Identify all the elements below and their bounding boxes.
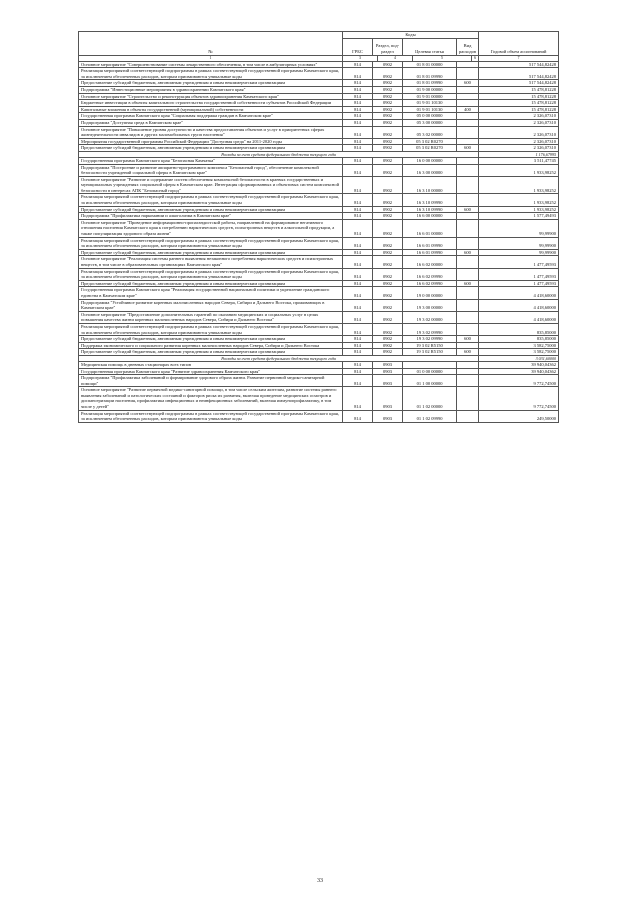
row-target-article: 16 6 02 09990: [403, 280, 457, 287]
row-amount: 2 326,07310: [479, 145, 559, 152]
row-amount: 517 544,82428: [479, 80, 559, 87]
row-name: Государственная программа Камчатского края "Безопасная Камчатка": [79, 157, 343, 164]
row-grbs: 814: [343, 213, 373, 220]
row-target-article: 01 9 01 00000: [403, 93, 457, 100]
row-target-article: 16 3 00 00000: [403, 164, 457, 176]
column-number: 7: [479, 55, 559, 61]
row-section: 0902: [373, 86, 403, 93]
row-name: Капитальные вложения в объекты государственной (муниципальной) собственности: [79, 106, 343, 113]
row-expense-type: [457, 342, 479, 349]
row-grbs: 814: [343, 361, 373, 368]
row-expense-type: [457, 61, 479, 68]
row-expense-type: [457, 368, 479, 375]
row-grbs: 814: [343, 119, 373, 126]
row-expense-type: [457, 100, 479, 107]
row-expense-type: [457, 287, 479, 299]
row-name: Предоставление субсидий бюджетным, автономным учреждениям и иным некоммерческим организациям: [79, 349, 343, 356]
row-target-article: 16 0 00 00000: [403, 157, 457, 164]
row-expense-type: [457, 213, 479, 220]
column-number: 6: [474, 55, 476, 60]
row-amount: 3 582,75000: [479, 349, 559, 356]
row-section: 0902: [373, 287, 403, 299]
row-section: 0902: [373, 80, 403, 87]
row-section: 0902: [373, 311, 403, 323]
row-target-article: 05 3 00 00000: [403, 119, 457, 126]
row-target-article: 19 3 02 00000: [403, 311, 457, 323]
column-number: 3: [343, 56, 378, 61]
row-name: Реализация мероприятий соответствующей подпрограммы в рамках соответствующей государственной программы Камчатского края, за исключением обеспеченных расходов, которым присваиваются уникальные коды: [79, 68, 343, 80]
row-section: 0903: [373, 375, 403, 387]
row-target-article: 19 3 02 09990: [403, 323, 457, 335]
row-grbs: 814: [343, 106, 373, 113]
row-amount: 3 511,47745: [479, 157, 559, 164]
row-target-article: 01 1 02 09990: [403, 410, 457, 422]
row-grbs: 814: [343, 280, 373, 287]
row-grbs: 814: [343, 68, 373, 80]
row-expense-type: 400: [457, 106, 479, 113]
row-section: 0902: [373, 145, 403, 152]
note-text: Расходы за счет средств федерального бюджета текущего года: [79, 355, 479, 361]
row-grbs: 814: [343, 194, 373, 206]
row-section: 0903: [373, 410, 403, 422]
row-name: Реализация мероприятий соответствующей подпрограммы в рамках соответствующей государственной программы Камчатского края, за исключением обеспеченных расходов, которым присваиваются уникальные коды: [79, 194, 343, 206]
note-text: Расходы за счет средств федерального бюджета текущего года: [79, 151, 479, 157]
row-grbs: 814: [343, 299, 373, 311]
row-section: 0902: [373, 138, 403, 145]
table-row: [79, 299, 559, 311]
row-section: 0902: [373, 299, 403, 311]
row-section: 0902: [373, 206, 403, 213]
row-grbs: 814: [343, 336, 373, 343]
row-amount: 2 326,07310: [479, 113, 559, 120]
row-amount: 99,99900: [479, 219, 559, 237]
row-grbs: 814: [343, 145, 373, 152]
row-section: 0902: [373, 61, 403, 68]
row-section: 0903: [373, 361, 403, 368]
header-number: №: [79, 32, 343, 56]
row-amount: 39 940,04362: [479, 368, 559, 375]
row-grbs: 814: [343, 157, 373, 164]
row-section: 0903: [373, 387, 403, 410]
page-number: 33: [317, 878, 323, 884]
row-section: 0902: [373, 342, 403, 349]
row-name: Реализация мероприятий соответствующей подпрограммы в рамках соответствующей государственной программы Камчатского края, за исключением обеспеченных расходов, которым присваиваются уникальные коды: [79, 237, 343, 249]
row-amount: 1 477,49593: [479, 256, 559, 268]
row-grbs: 814: [343, 375, 373, 387]
row-grbs: 814: [343, 368, 373, 375]
row-name: Подпрограмма "Построение и развитие аппаратно-программного комплекса "Безопасный город", обеспечение комплексной безопасности учреждений социальной сферы в Камчатском крае": [79, 164, 343, 176]
row-expense-type: [457, 256, 479, 268]
row-grbs: 814: [343, 100, 373, 107]
table-row: [79, 342, 559, 349]
row-amount: 4 418,60000: [479, 311, 559, 323]
row-expense-type: 600: [457, 80, 479, 87]
row-amount: 15 478,81228: [479, 106, 559, 113]
row-grbs: 814: [343, 219, 373, 237]
row-grbs: 814: [343, 268, 373, 280]
column-number: 4: [378, 56, 413, 61]
row-target-article: 01 1 00 00000: [403, 375, 457, 387]
row-grbs: 814: [343, 113, 373, 120]
table-row: [79, 213, 559, 220]
row-expense-type: 600: [457, 145, 479, 152]
table-row: [79, 219, 559, 237]
row-grbs: 814: [343, 256, 373, 268]
row-amount: 9 772,74500: [479, 387, 559, 410]
row-name: Государственная программа Камчатского края "Реализация государственной национальной политики и укрепление гражданского единства в Камчатском крае": [79, 287, 343, 299]
row-expense-type: [457, 157, 479, 164]
table-row: [79, 336, 559, 343]
row-section: 0902: [373, 113, 403, 120]
row-target-article: 05 3 02 R0270: [403, 145, 457, 152]
row-amount: 4 418,60000: [479, 299, 559, 311]
row-grbs: 814: [343, 126, 373, 138]
row-grbs: 814: [343, 164, 373, 176]
row-target-article: 16 6 02 09990: [403, 268, 457, 280]
row-target-article: 01 8 01 09990: [403, 68, 457, 80]
row-target-article: 16 3 10 00000: [403, 176, 457, 194]
row-section: 0902: [373, 249, 403, 256]
row-amount: 835,85000: [479, 336, 559, 343]
table-row: [79, 68, 559, 80]
table-row: [79, 256, 559, 268]
row-section: 0902: [373, 213, 403, 220]
row-section: 0902: [373, 126, 403, 138]
row-section: 0902: [373, 194, 403, 206]
table-row: [79, 86, 559, 93]
row-name: Предоставление субсидий бюджетным, автономным учреждениям и иным некоммерческим организациям: [79, 145, 343, 152]
row-target-article: [403, 361, 457, 368]
row-section: 0902: [373, 164, 403, 176]
row-amount: 1 933,98252: [479, 176, 559, 194]
header-grbs: ГРБС: [343, 38, 373, 55]
row-section: 0902: [373, 219, 403, 237]
row-section: 0903: [373, 368, 403, 375]
table-row: [79, 100, 559, 107]
note-amount: 3 031,60000: [479, 355, 559, 361]
row-grbs: 814: [343, 61, 373, 68]
row-expense-type: [457, 361, 479, 368]
row-section: 0902: [373, 268, 403, 280]
row-section: 0902: [373, 106, 403, 113]
row-amount: 1 933,98252: [479, 194, 559, 206]
row-section: 0902: [373, 157, 403, 164]
row-target-article: 05 3 02 R0270: [403, 138, 457, 145]
row-grbs: 814: [343, 323, 373, 335]
row-amount: 4 418,60000: [479, 287, 559, 299]
row-target-article: 19 3 02 09990: [403, 336, 457, 343]
row-expense-type: [457, 375, 479, 387]
row-name: Предоставление субсидий бюджетным, автономным учреждениям и иным некоммерческим организациям: [79, 80, 343, 87]
row-expense-type: 600: [457, 249, 479, 256]
row-amount: 1 577,49493: [479, 213, 559, 220]
row-expense-type: [457, 219, 479, 237]
note-amount: 1 176,67995: [479, 151, 559, 157]
row-expense-type: [457, 194, 479, 206]
row-name: Основное мероприятие "Развитие первичной медико-санитарной помощи, в том числе сельским жителям, развитие системы раннего выявления заболеваний и патологических состояний и факторов риска их развития, включая проведение медицинских осмотров и диспансеризации населения, профилактика инфекционных и неинфекционных заболеваний, включая иммунопрофилактику, в том числе у детей": [79, 387, 343, 410]
row-amount: 517 544,82428: [479, 61, 559, 68]
table-row: [79, 61, 559, 68]
column-number: 5: [413, 56, 472, 61]
row-amount: 3 582,75000: [479, 342, 559, 349]
row-expense-type: [457, 126, 479, 138]
row-target-article: 16 3 10 09990: [403, 194, 457, 206]
budget-table: [78, 31, 559, 423]
row-section: 0902: [373, 323, 403, 335]
row-expense-type: [457, 387, 479, 410]
header-expense-type: Вид расходов: [457, 38, 479, 55]
row-name: Предоставление субсидий бюджетным, автономным учреждениям и иным некоммерческим организациям: [79, 280, 343, 287]
row-amount: 2 326,07310: [479, 126, 559, 138]
table-row: [79, 113, 559, 120]
row-section: 0902: [373, 100, 403, 107]
row-name: Основное мероприятие "Развитие и содержание систем обеспечения комплексной безопасности в краевых государственных и муниципальных учреждениях социальной сферы в Камчатском крае. Интеграция сформированных и объектовых систем комплексной безопасности в интересах АПК "Безопасный город": [79, 176, 343, 194]
row-target-article: 19 3 02 R5150: [403, 342, 457, 349]
row-section: 0902: [373, 93, 403, 100]
row-target-article: 01 9 00 00000: [403, 86, 457, 93]
table-row: [79, 323, 559, 335]
row-expense-type: [457, 237, 479, 249]
row-name: Государственная программа Камчатского края "Социальная поддержка граждан в Камчатском крае": [79, 113, 343, 120]
row-name: Медицинская помощь в дневных стационарах всех типов: [79, 361, 343, 368]
row-name: Подпрограмма "Устойчивое развитие коренных малочисленных народов Севера, Сибири и Дальнего Востока, проживающих в Камчатском крае": [79, 299, 343, 311]
table-row: [79, 280, 559, 287]
table-row: [79, 410, 559, 422]
row-target-article: 01 8 01 09990: [403, 80, 457, 87]
table-row: [79, 375, 559, 387]
row-expense-type: 600: [457, 349, 479, 356]
row-name: Бюджетные инвестиции в объекты капитального строительства государственной собственности субъектов Российской Федерации: [79, 100, 343, 107]
table-row: [79, 368, 559, 375]
table-row: [79, 311, 559, 323]
row-grbs: 814: [343, 80, 373, 87]
row-amount: 15 478,81228: [479, 86, 559, 93]
row-expense-type: [457, 410, 479, 422]
row-name: Мероприятия государственной программы Российской Федерации "Доступная среда" на 2011-2020 годы: [79, 138, 343, 145]
table-row: [79, 176, 559, 194]
row-name: Реализация мероприятий соответствующей подпрограммы в рамках соответствующей государственной программы Камчатского края, за исключением обеспеченных расходов, которым присваиваются уникальные коды: [79, 268, 343, 280]
row-amount: 1 477,49593: [479, 280, 559, 287]
row-name: Основное мероприятие "Повышение уровня доступности и качества предоставления объектов и услуг в приоритетных сферах жизнедеятельности инвалидов и других маломобильных групп населения": [79, 126, 343, 138]
table-row: [79, 361, 559, 368]
row-expense-type: [457, 86, 479, 93]
table-row: [79, 206, 559, 213]
row-grbs: 814: [343, 176, 373, 194]
row-amount: 517 544,82428: [479, 68, 559, 80]
row-name: Реализация мероприятий соответствующей подпрограммы в рамках соответствующей государственной программы Камчатского края, за исключением обеспеченных расходов, которым присваиваются уникальные коды: [79, 410, 343, 422]
table-row: [79, 126, 559, 138]
table-row: [79, 349, 559, 356]
table-row: [79, 119, 559, 126]
row-grbs: 814: [343, 349, 373, 356]
table-row: [79, 106, 559, 113]
table-row: [79, 145, 559, 152]
row-expense-type: [457, 138, 479, 145]
row-grbs: 814: [343, 387, 373, 410]
row-amount: 2 326,07310: [479, 119, 559, 126]
row-amount: 39 940,04362: [479, 361, 559, 368]
row-target-article: 19 3 02 R5150: [403, 349, 457, 356]
row-target-article: 16 6 00 00000: [403, 213, 457, 220]
row-target-article: 16 6 02 00000: [403, 256, 457, 268]
table-row: [79, 164, 559, 176]
row-name: Реализация мероприятий соответствующей подпрограммы в рамках соответствующей государственной программы Камчатского края, за исключением обеспеченных расходов, которым присваиваются уникальные коды: [79, 323, 343, 335]
header-amount: Годовой объем ассигнований: [479, 32, 559, 56]
row-expense-type: [457, 323, 479, 335]
row-section: 0902: [373, 280, 403, 287]
table-body: [79, 61, 559, 422]
row-target-article: 01 0 00 00000: [403, 368, 457, 375]
table-row: [79, 157, 559, 164]
row-amount: 249,50000: [479, 410, 559, 422]
row-section: 0902: [373, 349, 403, 356]
row-expense-type: [457, 299, 479, 311]
row-grbs: 814: [343, 249, 373, 256]
row-name: Предоставление субсидий бюджетным, автономным учреждениям и иным некоммерческим организациям: [79, 336, 343, 343]
table-header: [79, 32, 559, 62]
row-amount: 15 478,81228: [479, 93, 559, 100]
row-expense-type: [457, 68, 479, 80]
row-grbs: 814: [343, 410, 373, 422]
row-target-article: 16 6 01 09990: [403, 237, 457, 249]
row-grbs: 814: [343, 287, 373, 299]
row-section: 0902: [373, 237, 403, 249]
row-name: Подпрограмма "Доступная среда в Камчатском крае": [79, 119, 343, 126]
header-target-article: Целевая статья: [403, 38, 457, 55]
row-amount: 99,99900: [479, 237, 559, 249]
table-row: [79, 387, 559, 410]
table-row: [79, 287, 559, 299]
column-number: 1: [79, 55, 343, 61]
row-target-article: 19 0 00 00000: [403, 287, 457, 299]
row-name: Подпрограмма "Профилактика наркомании и алкоголизма в Камчатском крае": [79, 213, 343, 220]
row-expense-type: 600: [457, 280, 479, 287]
row-name: Основное мероприятие "Совершенствование системы лекарственного обеспечения, в том числе в амбулаторных условиях": [79, 61, 343, 68]
row-expense-type: [457, 176, 479, 194]
row-target-article: 19 3 00 00000: [403, 299, 457, 311]
row-amount: 99,99900: [479, 249, 559, 256]
row-grbs: 814: [343, 93, 373, 100]
row-grbs: 814: [343, 206, 373, 213]
row-name: Поддержка экономического и социального развития коренных малочисленных народов Севера, Сибири и Дальнего Востока: [79, 342, 343, 349]
row-target-article: 01 8 01 00000: [403, 61, 457, 68]
row-target-article: 01 9 01 10130: [403, 106, 457, 113]
row-name: Предоставление субсидий бюджетным, автономным учреждениям и иным некоммерческим организациям: [79, 206, 343, 213]
row-target-article: 01 9 01 10130: [403, 100, 457, 107]
row-target-article: 16 3 10 09990: [403, 206, 457, 213]
row-amount: 9 772,74500: [479, 375, 559, 387]
row-expense-type: [457, 113, 479, 120]
row-grbs: 814: [343, 311, 373, 323]
row-expense-type: 600: [457, 206, 479, 213]
row-section: 0902: [373, 68, 403, 80]
row-grbs: 814: [343, 138, 373, 145]
header-codes: Коды: [343, 32, 479, 39]
row-target-article: 16 6 01 09990: [403, 249, 457, 256]
row-section: 0902: [373, 256, 403, 268]
row-expense-type: 600: [457, 336, 479, 343]
table-row: [79, 138, 559, 145]
row-grbs: 814: [343, 86, 373, 93]
row-target-article: 05 0 00 00000: [403, 113, 457, 120]
row-target-article: 16 6 01 00000: [403, 219, 457, 237]
row-grbs: 814: [343, 342, 373, 349]
row-expense-type: [457, 164, 479, 176]
row-amount: 835,85000: [479, 323, 559, 335]
row-expense-type: [457, 93, 479, 100]
row-expense-type: [457, 311, 479, 323]
row-name: Государственная программа Камчатского края "Развитие здравоохранения Камчатского края": [79, 368, 343, 375]
row-section: 0902: [373, 336, 403, 343]
row-amount: 1 933,98252: [479, 164, 559, 176]
row-name: Подпрограмма "Профилактика заболеваний и формирование здорового образа жизни. Развитие первичной медико-санитарной помощи": [79, 375, 343, 387]
row-name: Подпрограмма "Инвестиционные мероприятия в здравоохранении Камчатского края": [79, 86, 343, 93]
row-name: Основное мероприятие "Реализация системы раннего выявления незаконного потребления наркотических средств и психотропных веществ, в том числе в образовательных организациях Камчатского края": [79, 256, 343, 268]
table-row: [79, 194, 559, 206]
row-amount: 1 933,98252: [479, 206, 559, 213]
row-expense-type: [457, 268, 479, 280]
header-section: Раздел, под-раздел: [373, 38, 403, 55]
table-row: [79, 237, 559, 249]
table-row: [79, 249, 559, 256]
row-name: Основное мероприятие "Проведение информационно-пропагандистской работы, направленной на формирование негативного отношения населения Камчатского края к потреблению наркотических средств, психотропных веществ и алкогольной продукции, а также популяризация здорового образа жизни": [79, 219, 343, 237]
row-grbs: 814: [343, 237, 373, 249]
table-row: [79, 93, 559, 100]
row-name: Основное мероприятие "Строительство и реконструкция объектов здравоохранения Камчатского края": [79, 93, 343, 100]
row-name: Предоставление субсидий бюджетным, автономным учреждениям и иным некоммерческим организациям: [79, 249, 343, 256]
row-section: 0902: [373, 119, 403, 126]
row-target-article: 05 3 02 00000: [403, 126, 457, 138]
row-amount: 2 326,07310: [479, 138, 559, 145]
table-row: [79, 80, 559, 87]
row-target-article: 01 1 02 00000: [403, 387, 457, 410]
row-amount: 15 478,81228: [479, 100, 559, 107]
row-amount: 1 477,49593: [479, 268, 559, 280]
row-expense-type: [457, 119, 479, 126]
row-name: Основное мероприятие "Предоставление дополнительных гарантий по оказанию медицинских и социальных услуг в целях повышения качества жизни коренных малочисленных народов Севера, Сибири и Дальнего Востока": [79, 311, 343, 323]
row-section: 0902: [373, 176, 403, 194]
table-row: [79, 268, 559, 280]
